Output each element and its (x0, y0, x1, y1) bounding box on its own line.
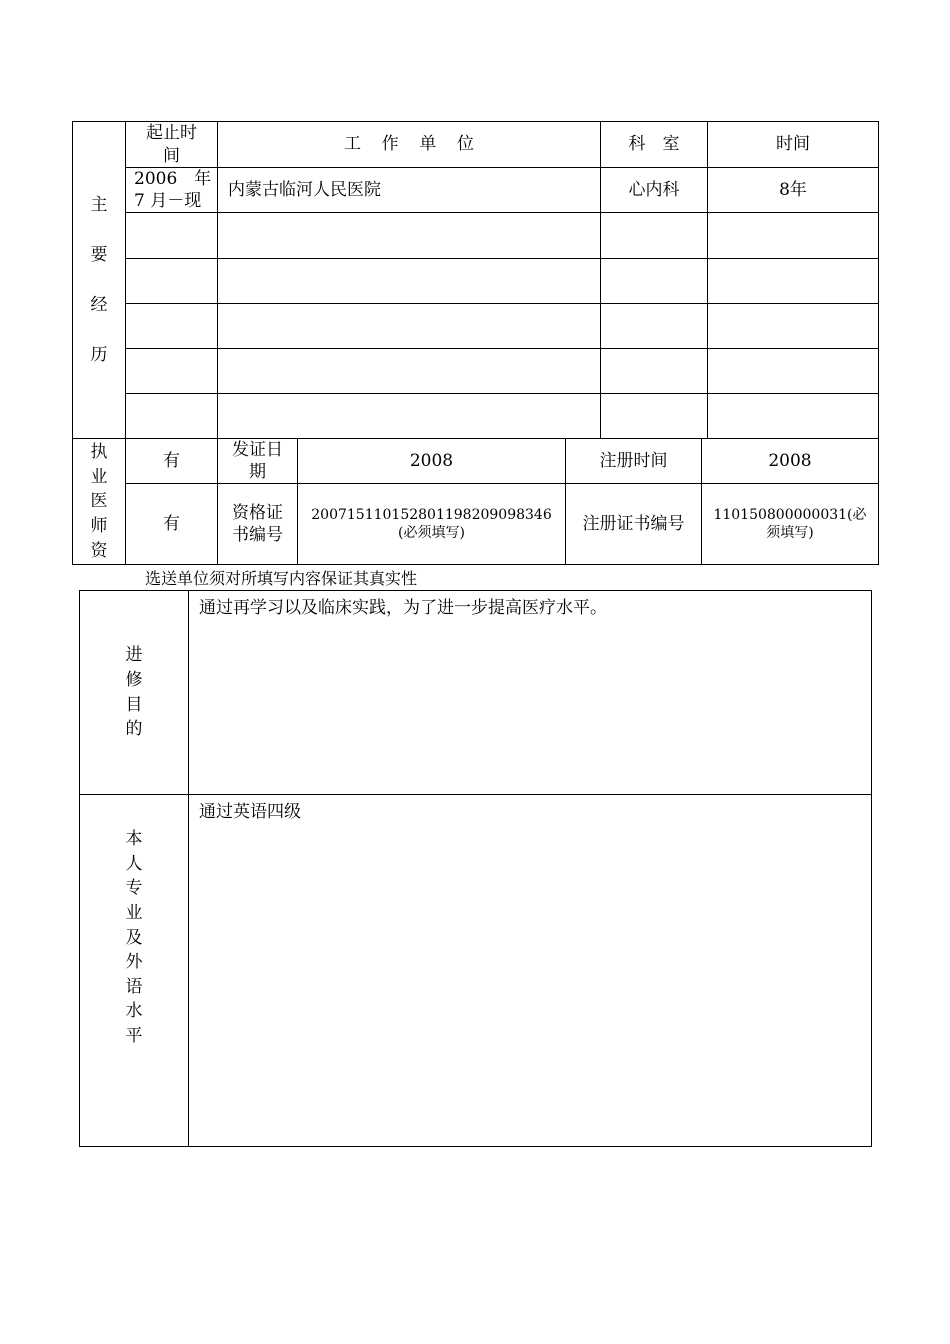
register-number-label: 注册证书编号 (566, 484, 702, 565)
purpose-label: 进 修 目 的 (80, 591, 189, 795)
row-6-dept (601, 394, 708, 439)
row-3-duration (708, 259, 879, 304)
cert-number-value: 200715110152801198209098346(必须填写) (298, 484, 566, 565)
row-5-unit (218, 349, 601, 394)
language-label: 本 人 专 业 及 外 语 水 平 (80, 795, 189, 1147)
row-2-unit (218, 213, 601, 259)
row-4-dept (601, 304, 708, 349)
register-time-label: 注册时间 (566, 439, 702, 484)
license-table (72, 438, 879, 565)
license-side-label: 执 业 医 师 资 (73, 439, 126, 565)
header-unit: 工 作 单 位 (218, 122, 601, 168)
row-4-unit (218, 304, 601, 349)
row-6-unit (218, 394, 601, 439)
purpose-text: 通过再学习以及临床实践，为了进一步提高医疗水平。 (189, 591, 872, 795)
row-4-duration (708, 304, 879, 349)
header-duration: 时间 (708, 122, 879, 168)
authenticity-note: 选送单位须对所填写内容保证其真实性 (145, 569, 418, 588)
row-1-duration: 8年 (708, 168, 879, 213)
experience-side-label: 主 要 经 历 (73, 122, 126, 439)
cert-number-label: 资格证书编号 (218, 484, 298, 565)
row-2-period (126, 213, 218, 259)
issue-date-value: 2008 (298, 439, 566, 484)
experience-table (72, 121, 879, 439)
register-time-value: 2008 (702, 439, 879, 484)
row-4-period (126, 304, 218, 349)
study-table (79, 590, 872, 1147)
row-1-dept: 心内科 (601, 168, 708, 213)
issue-date-label: 发证日期 (218, 439, 298, 484)
license-value-2: 有 (126, 484, 218, 565)
header-period: 起止时间 (126, 122, 218, 168)
row-5-period (126, 349, 218, 394)
license-value-1: 有 (126, 439, 218, 484)
row-3-period (126, 259, 218, 304)
row-3-unit (218, 259, 601, 304)
row-5-duration (708, 349, 879, 394)
row-3-dept (601, 259, 708, 304)
row-6-period (126, 394, 218, 439)
header-dept: 科 室 (601, 122, 708, 168)
row-1-unit: 内蒙古临河人民医院 (218, 168, 601, 213)
row-5-dept (601, 349, 708, 394)
row-2-duration (708, 213, 879, 259)
register-number-value: 110150800000031(必须填写) (702, 484, 879, 565)
row-1-period: 2006 年 7 月－现 (126, 168, 218, 213)
row-2-dept (601, 213, 708, 259)
row-6-duration (708, 394, 879, 439)
language-text: 通过英语四级 (189, 795, 872, 1147)
